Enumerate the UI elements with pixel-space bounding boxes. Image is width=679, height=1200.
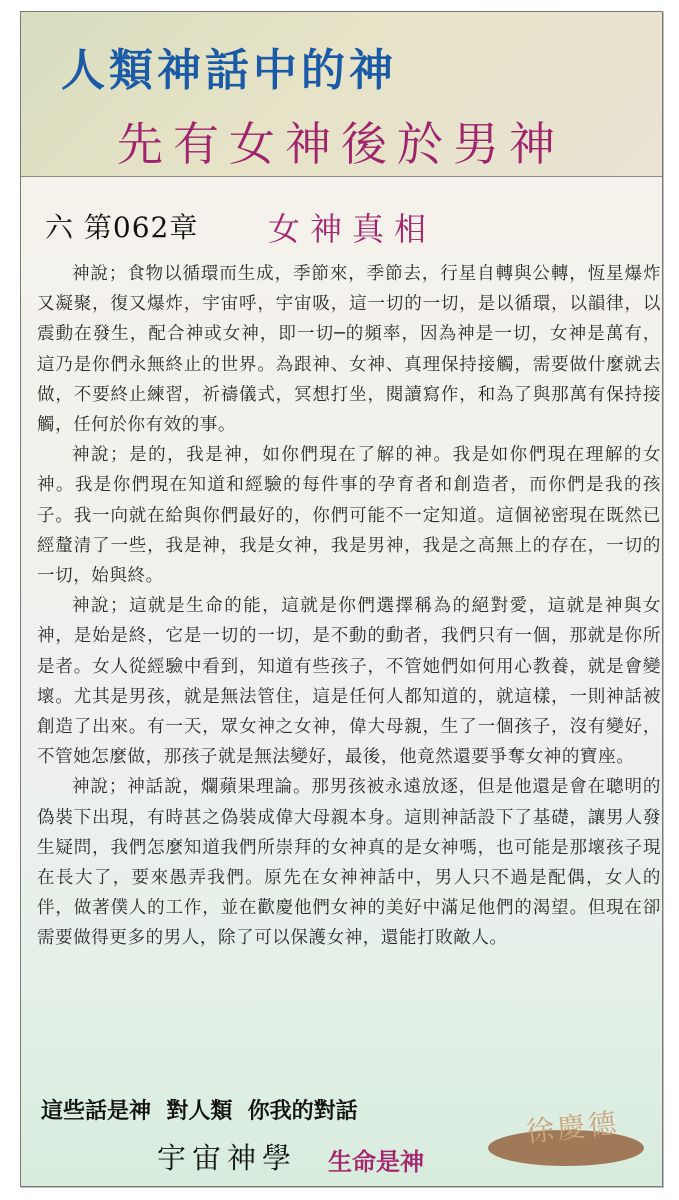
footer-tagline: 這些話是神 對人類 你我的對話 (41, 1098, 358, 1124)
subtitle: 先有女神後於男神 (117, 117, 565, 171)
author-seal: 徐慶德 (524, 1106, 621, 1149)
chapter-title: 女神真相 (268, 210, 437, 248)
paragraph: 神說；是的，我是神，如你們現在了解的神。我是如你們現在理解的女神。我是你們現在知道和經驗的每件事的孕育者和創造者，而你們是我的孩子。我一向就在給與你們最好的，你們可能不一定知道。這個祕密現在既然已經釐清了一些，我是神，我是女神，我是男神，我是之高無上的存在，一切的一切，始與終。 (37, 445, 661, 587)
paragraph: 神說；這就是生命的能，這就是你們選擇稱為的絕對愛，這就是神與女神，是始是終，它是一切的一切，是不動的動者，我們只有一個，那就是你所是者。女人從經驗中看到，知道有些孩子，不管她們如何用心教養，就是會變壞。尤其是男孩，就是無法管住，這是任何人都知道的，就這樣，一則神話被創造了出來。有一天，眾女神之女神，偉大母親，生了一個孩子，沒有變好，不管她怎麼做，那孩子就是無法變好，最後，他竟然還要爭奪女神的寶座。 (37, 596, 661, 768)
header-banner (21, 12, 662, 177)
footer-brand: 宇宙神學 (157, 1141, 298, 1175)
footer-highlight: 生命是神 (328, 1147, 424, 1176)
main-title: 人類神話中的神 (61, 45, 397, 96)
paragraph: 神說；神話說，爛蘋果理論。那男孩被永遠放逐，但是他還是會在聰明的偽裝下出現，有時甚之偽裝成偉大母親本身。這則神話設下了基礎，讓男人發生疑問，我們怎麼知道我們所崇拜的女神真的是女神嗎，也可能是那壞孩子現在長大了，要來愚弄我們。原先在女神神話中，男人只不過是配偶，女人的伴，做著僕人的工作，並在歡慶他們女神的美好中滿足他們的渴望。但現在卻需要做得更多的男人，除了可以保護女神，還能打敗敵人。 (37, 777, 661, 949)
article-body (37, 259, 661, 954)
chapter-number: 六 第062章 (45, 211, 199, 244)
article-page (20, 11, 663, 1187)
paragraph: 神說；食物以循環而生成，季節來，季節去，行星自轉與公轉，恆星爆炸又凝聚，復又爆炸，宇宙呼，宇宙吸，這一切的一切，是以循環，以韻律，以震動在發生，配合神或女神，即一切─的頻率，因為神是一切，女神是萬有，這乃是你們永無終止的世界。為跟神、女神、真理保持接觸，需要做什麼就去做，不要終止練習，祈禱儀式，冥想打坐，閱讀寫作，和為了與那萬有保持接觸，任何於你有效的事。 (37, 264, 661, 436)
